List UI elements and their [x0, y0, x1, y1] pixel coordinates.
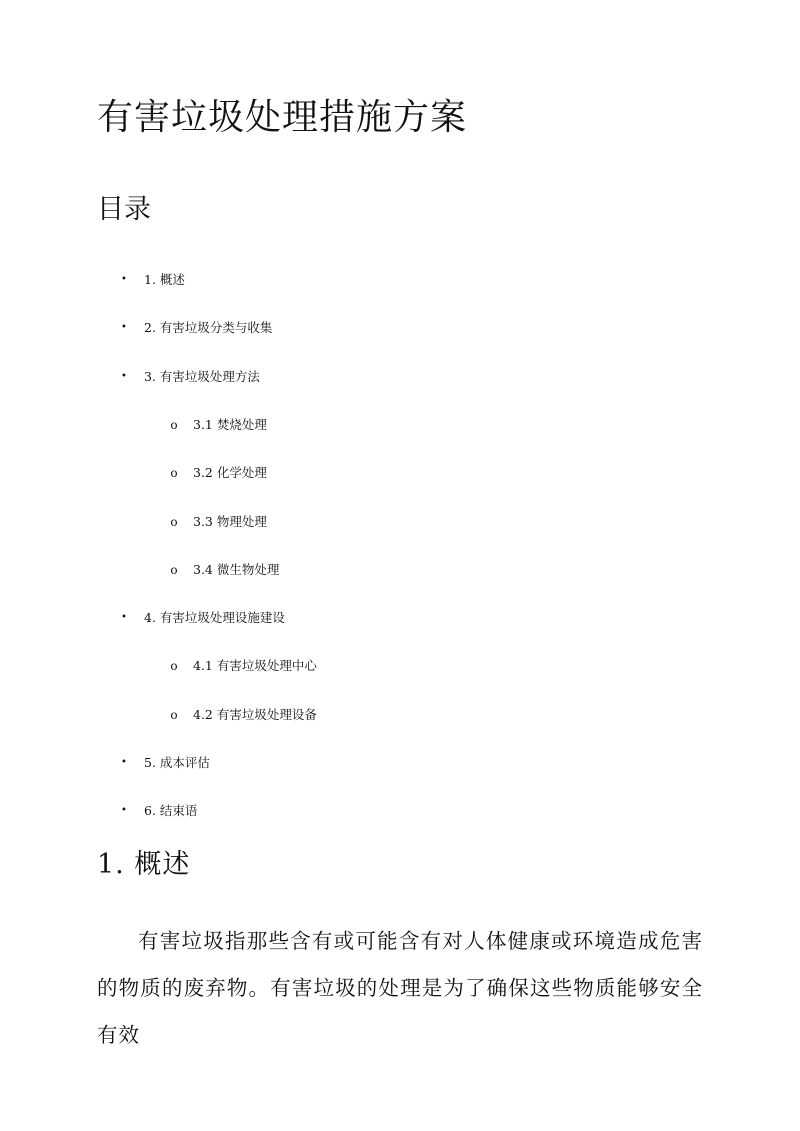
toc-item-label: 2. 有害垃圾分类与收集 — [144, 320, 273, 336]
section-paragraph: 有害垃圾指那些含有或可能含有对人体健康或环境造成危害的物质的废弃物。有害垃圾的处理是为了确保这些物质能够安全有效 — [97, 929, 703, 1047]
toc-item-label: 1. 概述 — [144, 272, 185, 287]
toc-item-label: 3.3 物理处理 — [193, 513, 267, 529]
bullet-circle-icon: o — [170, 417, 178, 432]
toc-item-label: 4.1 有害垃圾处理中心 — [193, 658, 317, 674]
bullet-dot-icon: • — [121, 757, 127, 768]
toc-item-label: 4. 有害垃圾处理设施建设 — [144, 610, 285, 626]
bullet-dot-icon: • — [121, 805, 127, 817]
toc-item-label: 3. 有害垃圾处理方法 — [144, 368, 260, 384]
section-heading-overview: 1. 概述 — [97, 849, 191, 880]
toc-heading: 目录 — [97, 194, 151, 225]
bullet-dot-icon: • — [121, 322, 127, 334]
bullet-dot-icon: • — [121, 370, 127, 382]
bullet-circle-icon: o — [170, 514, 178, 529]
toc-item-label: 3.4 微生物处理 — [193, 561, 280, 577]
toc-item-label: 3.1 焚烧处理 — [193, 416, 267, 432]
document-title: 有害垃圾处理措施方案 — [97, 97, 468, 138]
bullet-circle-icon: o — [170, 466, 178, 481]
toc-item-label: 4.2 有害垃圾处理设备 — [193, 706, 317, 722]
toc-item-label: 3.2 化学处理 — [193, 465, 267, 481]
toc-item-label: 6. 结束语 — [144, 803, 198, 819]
bullet-circle-icon: o — [170, 659, 178, 674]
bullet-dot-icon: • — [121, 274, 127, 285]
bullet-circle-icon: o — [170, 707, 178, 722]
bullet-dot-icon: • — [121, 612, 127, 624]
toc-item-label: 5. 成本评估 — [144, 755, 210, 770]
bullet-circle-icon: o — [170, 562, 178, 577]
